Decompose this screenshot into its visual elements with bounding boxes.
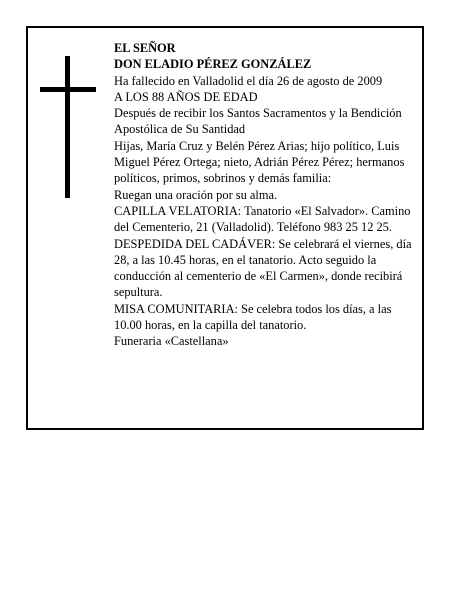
- mass-info: MISA COMUNITARIA: Se celebra todos los días, a las 10.00 horas, en la capilla del tanatorio.: [114, 301, 392, 333]
- notice-text: [114, 40, 416, 350]
- prayer-statement: Ruegan una oración por su alma.: [114, 187, 278, 202]
- notice-title: EL SEÑOR: [114, 41, 176, 55]
- age-statement: A LOS 88 AÑOS DE EDAD: [114, 89, 258, 104]
- farewell-info: DESPEDIDA DEL CADÁVER: Se celebrará el viernes, día 28, a las 10.45 horas, en el tanatorio. Acto seguido la conducción al cementerio de «El Carmen», donde recibirá sepultura.: [114, 236, 412, 300]
- cross-vertical-bar: [65, 56, 70, 198]
- cross-horizontal-bar: [40, 87, 96, 92]
- funeral-home: Funeraria «Castellana»: [114, 334, 229, 349]
- deceased-name: DON ELADIO PÉREZ GONZÁLEZ: [114, 57, 312, 72]
- family-statement: Hijas, María Cruz y Belén Pérez Arias; hijo político, Luis Miguel Pérez Ortega; nieto, Adrián Pérez Pérez; hermanos políticos, primos, sobrinos y demás familia:: [114, 138, 405, 186]
- cross-icon: [40, 56, 96, 198]
- death-statement: Ha fallecido en Valladolid el día 26 de agosto de 2009: [114, 73, 383, 88]
- chapel-info: CAPILLA VELATORIA: Tanatorio «El Salvador». Camino del Cementerio, 21 (Valladolid). Teléfono 983 25 12 25.: [114, 203, 411, 235]
- sacraments-statement: Después de recibir los Santos Sacramentos y la Bendición Apostólica de Su Santidad: [114, 106, 402, 137]
- obituary-notice: [26, 26, 424, 430]
